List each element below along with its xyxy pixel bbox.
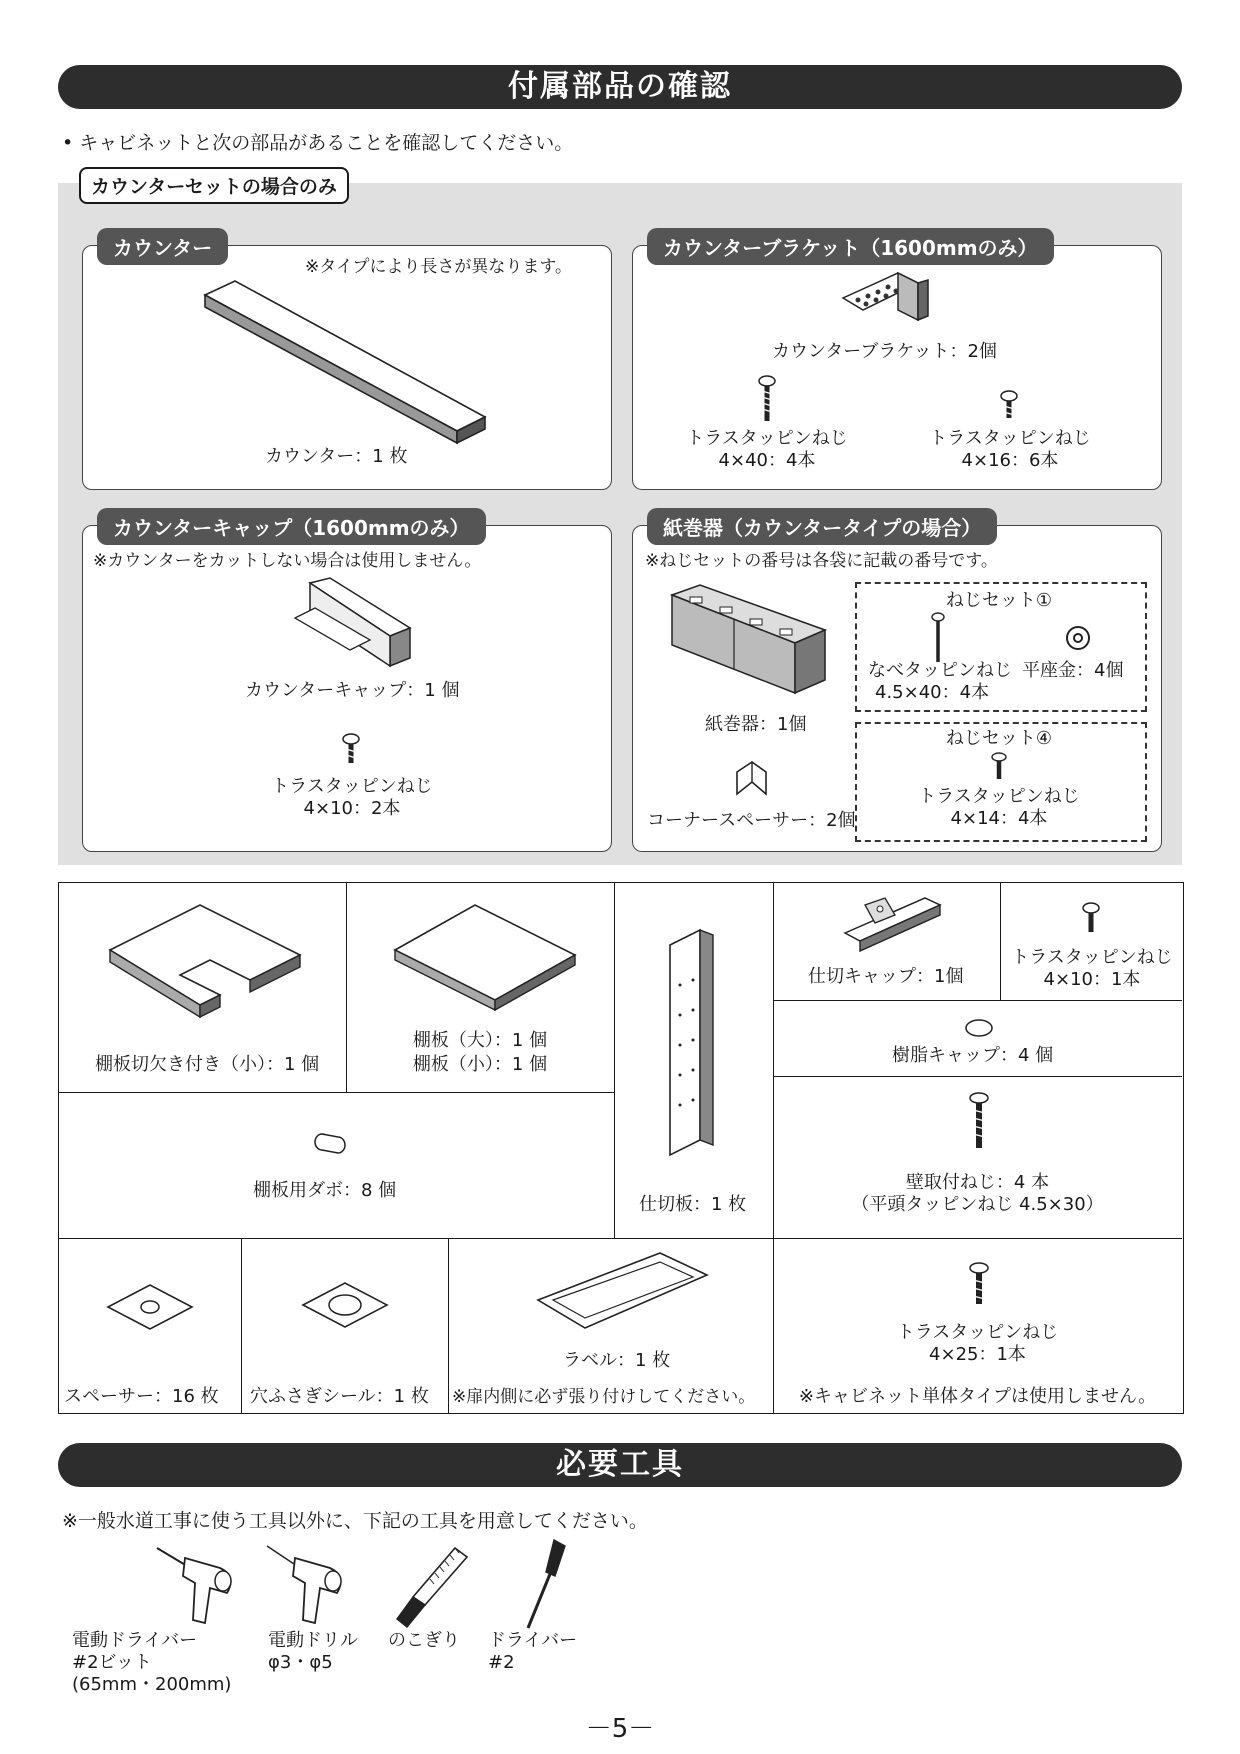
screw-4x25-name: トラスタッピンねじ <box>896 1322 1059 1343</box>
tool-screwdriver-size: #2 <box>488 1652 515 1673</box>
screwdriver-icon <box>520 1538 570 1633</box>
partition-board-count: 仕切板：1 枚 <box>639 1194 747 1215</box>
page-number: －5－ <box>585 1714 655 1744</box>
shelf-dowel-count: 棚板用ダボ：8 個 <box>253 1180 397 1201</box>
screw-4x40-spec: 4×40：4本 <box>718 450 816 471</box>
grid-line <box>773 1000 1182 1001</box>
pan-screw-name: なべタッピンねじ <box>868 660 1012 681</box>
counter-cap-icon <box>290 578 420 668</box>
corner-spacer-icon <box>732 760 770 798</box>
tool-screwdriver-name: ドライバー <box>488 1630 578 1651</box>
partition-cap-icon <box>840 893 950 953</box>
grid-line <box>1000 882 1001 1000</box>
wall-screw-icon <box>967 1092 991 1152</box>
screw-4x10-icon <box>340 733 362 769</box>
intro-text: • キャビネットと次の部品があることを確認してください。 <box>62 132 574 154</box>
tool-saw-name: のこぎり <box>388 1630 460 1651</box>
grid-line <box>58 1238 1182 1239</box>
screw-4x16-name: トラスタッピンねじ <box>929 428 1091 449</box>
washer-count: 平座金：4個 <box>1022 660 1124 681</box>
tool-label-saw <box>388 1630 460 1652</box>
counter-bracket-icon <box>838 258 938 328</box>
screw-4x40-name: トラスタッピンねじ <box>686 428 848 449</box>
screw-4x14-name: トラスタッピンねじ <box>918 786 1080 807</box>
pan-screw-spec: 4.5×40：4本 <box>875 682 990 703</box>
screw-set-1-title: ねじセット① <box>945 590 1053 611</box>
saw-icon <box>395 1545 470 1630</box>
tool-label-electric-screwdriver <box>72 1630 231 1696</box>
electric-screwdriver-icon <box>155 1538 240 1628</box>
screw-4x25-icon <box>967 1262 991 1308</box>
hole-seal-count: 穴ふさぎシール：1 枚 <box>250 1386 429 1407</box>
cap-screw-name: トラスタッピンねじ <box>271 776 433 797</box>
shelf-cutout-count: 棚板切欠き付き（小）：1 個 <box>95 1054 320 1075</box>
screw-4x10-single-icon <box>1080 902 1102 936</box>
spacer-count: スペーサー：16 枚 <box>64 1386 219 1407</box>
screw-4x10-single-name: トラスタッピンねじ <box>1011 947 1173 968</box>
paper-holder-count: 紙巻器：1個 <box>705 714 807 735</box>
grid-line <box>346 882 347 1092</box>
section-title-tools: 必要工具 <box>58 1443 1182 1487</box>
screw-4x10-single-spec: 4×10：1本 <box>1043 969 1141 990</box>
tool-electric-drill-name: 電動ドリル <box>268 1630 358 1651</box>
shelf-dowel-icon <box>312 1130 348 1156</box>
screw-4x40-icon <box>756 375 778 425</box>
tool-electric-screwdriver-bit: #2ビット <box>72 1652 152 1673</box>
screw-4x25-spec: 4×25：1本 <box>929 1344 1026 1365</box>
corner-spacer-count: コーナースペーサー：2個 <box>647 810 856 831</box>
paper-holder-panel-title: 紙巻器（カウンタータイプの場合） <box>647 508 997 545</box>
counter-cap-note: ※カウンターをカットしない場合は使用しません。 <box>93 551 482 571</box>
screw-4x14-icon <box>989 752 1009 782</box>
shelf-large-count: 棚板（大）：1 個 <box>412 1030 548 1051</box>
grid-line <box>448 1238 449 1414</box>
tool-label-electric-drill <box>268 1630 358 1674</box>
counter-cap-count: カウンターキャップ：1 個 <box>245 680 460 701</box>
wall-screw-spec: （平頭タッピンねじ 4.5×30） <box>851 1194 1104 1215</box>
grid-line <box>58 1092 614 1093</box>
tool-electric-drill-size: φ3・φ5 <box>268 1652 333 1673</box>
washer-icon <box>1065 625 1091 651</box>
electric-drill-icon <box>265 1538 350 1628</box>
tool-electric-screwdriver-name: 電動ドライバー <box>72 1630 198 1651</box>
bracket-panel-title: カウンターブラケット（1600mmのみ） <box>647 228 1054 265</box>
tools-intro: ※一般水道工事に使う工具以外に、下記の工具を用意してください。 <box>62 1510 648 1532</box>
label-sticker-icon <box>535 1250 710 1335</box>
pan-screw-icon <box>930 612 946 664</box>
bracket-count: カウンターブラケット：2個 <box>772 341 997 362</box>
section-title-parts: 付属部品の確認 <box>58 65 1182 109</box>
counter-note: ※タイプにより長さが異なります。 <box>305 257 573 277</box>
tool-electric-screwdriver-size: (65mm・200mm) <box>72 1674 232 1695</box>
shelf-cutout-icon <box>105 900 305 1020</box>
shelf-board-icon <box>390 900 580 1010</box>
label-count: ラベル：1 枚 <box>563 1350 671 1371</box>
tool-label-screwdriver <box>488 1630 577 1674</box>
partition-board-icon <box>665 925 725 1165</box>
shelf-small-count: 棚板（小）：1 個 <box>412 1054 548 1075</box>
counter-cap-panel-title: カウンターキャップ（1600mmのみ） <box>97 508 486 545</box>
paper-holder-icon <box>670 585 830 695</box>
spacer-icon <box>105 1282 195 1332</box>
cap-screw-spec: 4×10：2本 <box>303 798 401 819</box>
screw-4x14-spec: 4×14：4本 <box>950 808 1048 829</box>
paper-holder-note: ※ねじセットの番号は各袋に記載の番号です。 <box>645 551 998 571</box>
screw-4x16-icon <box>998 390 1020 422</box>
counter-board-icon <box>195 275 495 445</box>
screw-set-4-title: ねじセット④ <box>945 728 1053 749</box>
screw-4x25-note: ※キャビネット単体タイプは使用しません。 <box>798 1386 1157 1407</box>
wall-screw-count: 壁取付ねじ：4 本 <box>905 1172 1050 1193</box>
grid-line <box>614 882 615 1238</box>
resin-cap-count: 樹脂キャップ：4 個 <box>892 1045 1054 1066</box>
counter-set-tag: カウンターセットの場合のみ <box>79 167 349 204</box>
counter-count: カウンター：1 枚 <box>265 446 408 467</box>
screw-4x16-spec: 4×16：6本 <box>961 450 1059 471</box>
hole-seal-icon <box>300 1280 390 1330</box>
grid-line <box>773 1076 1182 1077</box>
label-note: ※扉内側に必ず張り付けしてください。 <box>452 1387 756 1407</box>
grid-line <box>241 1238 242 1414</box>
counter-panel-title: カウンター <box>97 228 228 265</box>
partition-cap-count: 仕切キャップ：1個 <box>808 966 964 987</box>
resin-cap-icon <box>964 1018 994 1038</box>
